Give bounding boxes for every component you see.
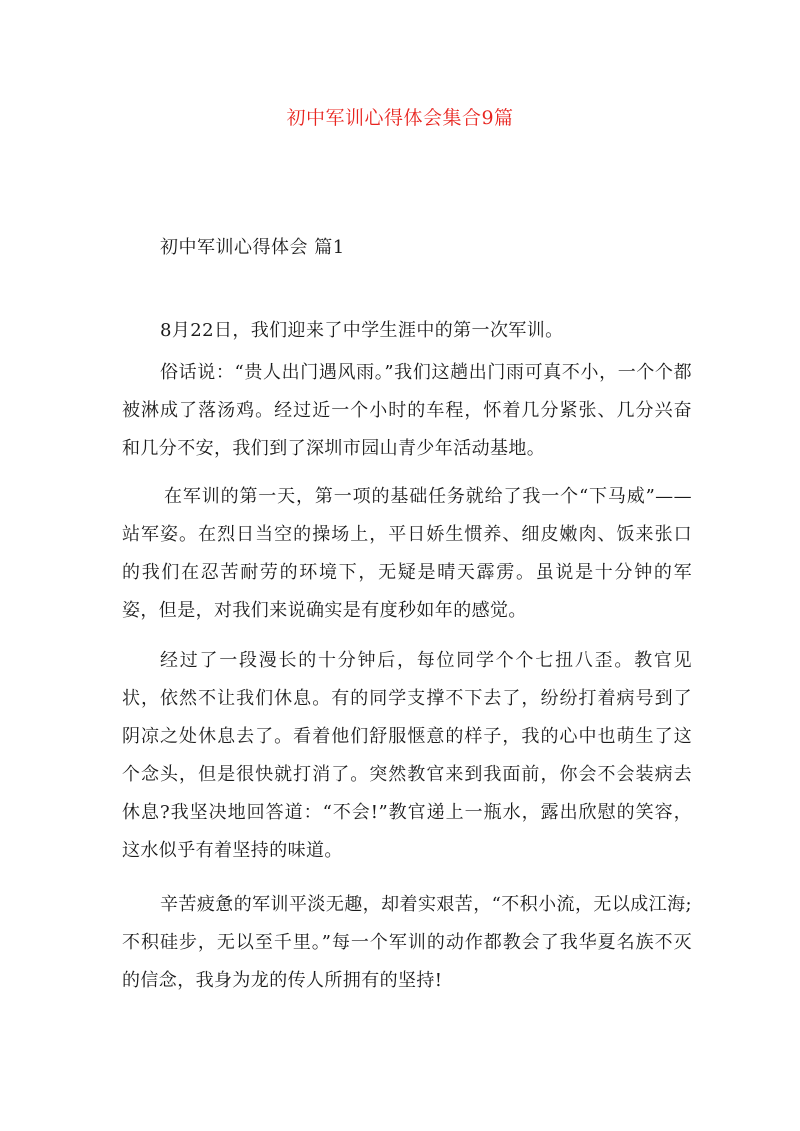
paragraph-text: 经过了一段漫长的十分钟后，每位同学个个七扭八歪。教官见状，依然不让我们休息。有的同学支撑不下去了，纷纷打着病号到了阴凉之处休息去了。看着他们舒服惬意的样子，我的心中也萌生了这个念头，但是很快就打消了。突然教官来到我面前，你会不会装病去休息?我坚决地回答道：“不会!”教官递上一瓶水，露出欣慰的笑容，这水似乎有着坚持的味道。 [122, 650, 692, 861]
paragraph-3 [122, 478, 692, 630]
paragraph-4 [122, 642, 692, 870]
paragraph-text: 8月22日，我们迎来了中学生涯中的第一次军训。 [160, 320, 564, 341]
paragraph-text: 俗话说：“贵人出门遇风雨。”我们这趟出门雨可真不小，一个个都被淋成了落汤鸡。经过近一个小时的车程，怀着几分紧张、几分兴奋和几分不安，我们到了深圳市园山青少年活动基地。 [122, 362, 692, 459]
paragraph-text: 辛苦疲惫的军训平淡无趣，却着实艰苦，“不积小流，无以成江海;不积硅步，无以至千里。”每一个军训的动作都教会了我华夏名族不灭的信念，我身为龙的传人所拥有的坚持! [122, 894, 692, 991]
section-heading: 初中军训心得体会 篇1 [160, 237, 345, 258]
paragraph-5 [122, 886, 692, 1000]
paragraph-text: 在军训的第一天，第一项的基础任务就给了我一个“下马威”——站军姿。在烈日当空的操场上，平日娇生惯养、细皮嫩肉、饭来张口的我们在忍苦耐劳的环境下，无疑是晴天霹雳。虽说是十分钟的军姿，但是，对我们来说确实是有度秒如年的感觉。 [122, 486, 692, 621]
paragraph-1 [122, 312, 692, 350]
document-title: 初中军训心得体会集合9篇 [286, 107, 514, 129]
paragraph-2 [122, 354, 692, 468]
